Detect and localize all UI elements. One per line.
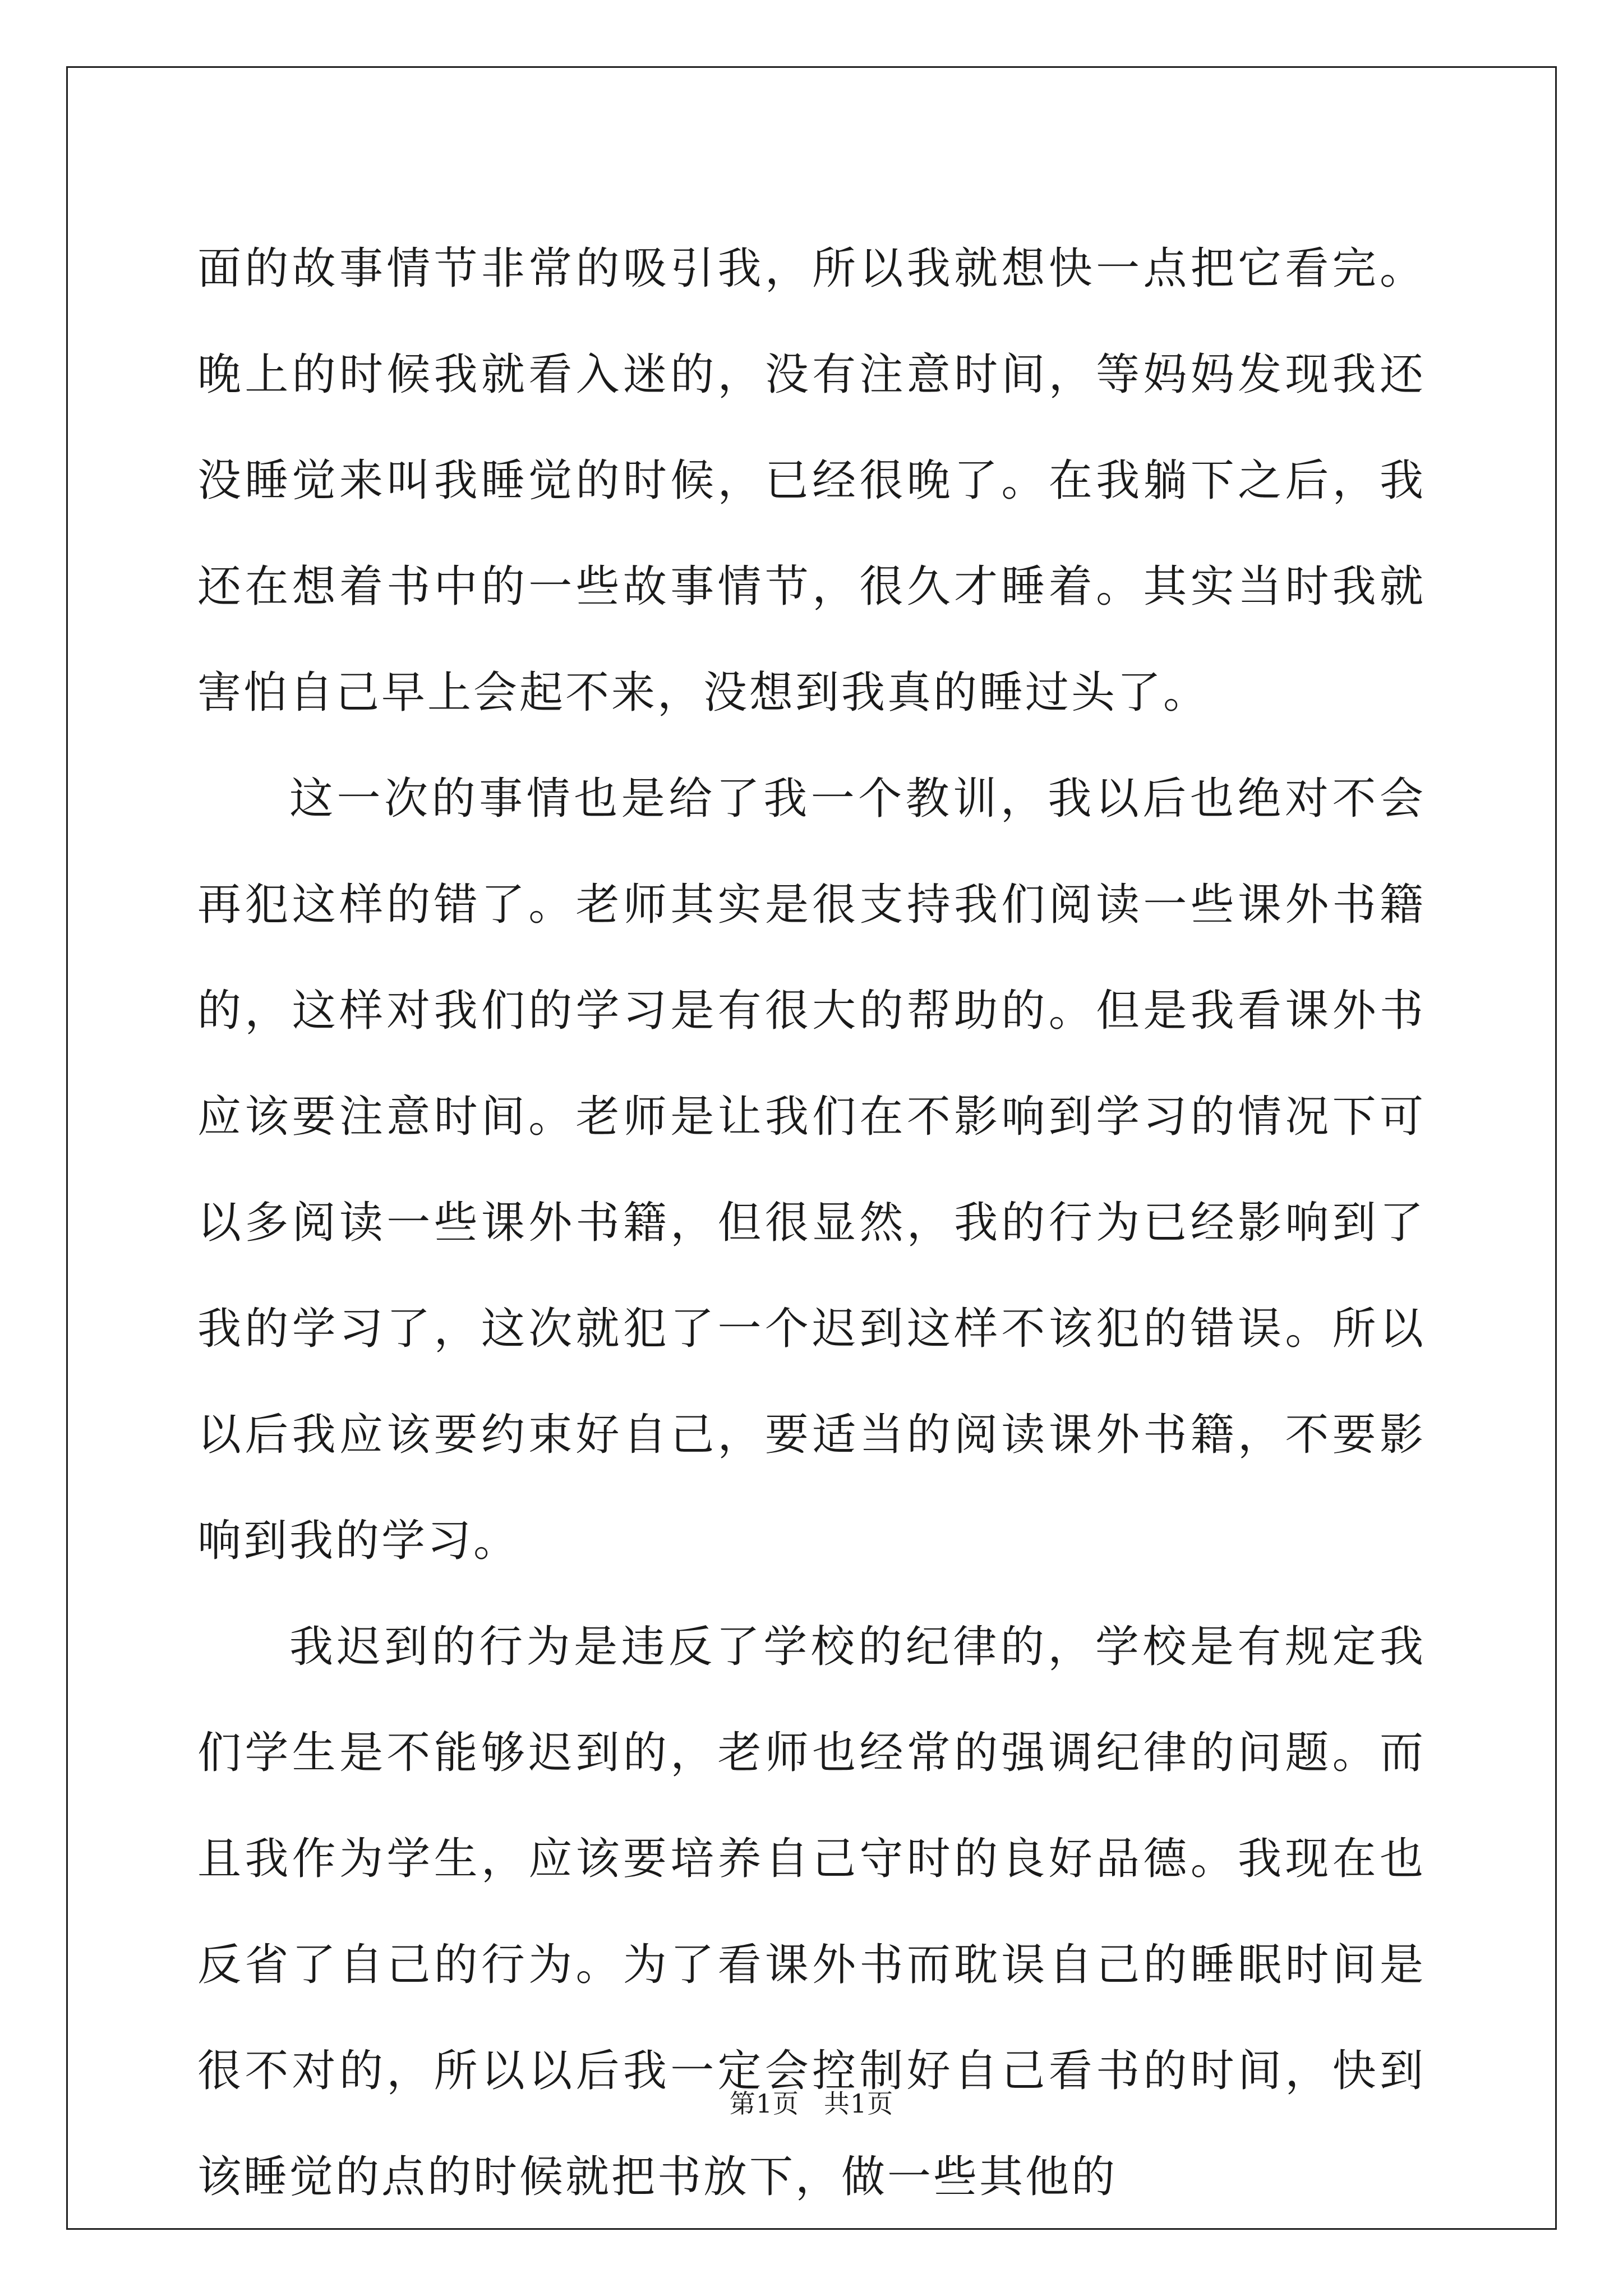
paragraph-3: 我迟到的行为是违反了学校的纪律的，学校是有规定我们学生是不能够迟到的，老师也经常的强调纪律的问题。而且我作为学生，应该要培养自己守时的良好品德。我现在也反省了自己的行为。为了看课外书而耽误自己的睡眠时间是很不对的，所以以后我一定会控制好自己看书的时间，快到该睡觉的点的时候就把书放下，做一些其他的 <box>197 1622 1426 2202</box>
document-body <box>197 216 1426 2230</box>
page-footer <box>0 2087 1623 2120</box>
page-number-total: 共1页 <box>824 2088 894 2119</box>
page-number-current: 第1页 <box>729 2088 799 2119</box>
paragraph-1: 面的故事情节非常的吸引我，所以我就想快一点把它看完。晚上的时候我就看入迷的，没有注意时间，等妈妈发现我还没睡觉来叫我睡觉的时候，已经很晚了。在我躺下之后，我还在想着书中的一些故事情节，很久才睡着。其实当时我就害怕自己早上会起不来，没想到我真的睡过头了。 <box>197 243 1426 718</box>
paragraph-2: 这一次的事情也是给了我一个教训，我以后也绝对不会再犯这样的错了。老师其实是很支持我们阅读一些课外书籍的，这样对我们的学习是有很大的帮助的。但是我看课外书应该要注意时间。老师是让我们在不影响到学习的情况下可以多阅读一些课外书籍，但很显然，我的行为已经影响到了我的学习了，这次就犯了一个迟到这样不该犯的错误。所以以后我应该要约束好自己，要适当的阅读课外书籍，不要影响到我的学习。 <box>197 774 1426 1566</box>
